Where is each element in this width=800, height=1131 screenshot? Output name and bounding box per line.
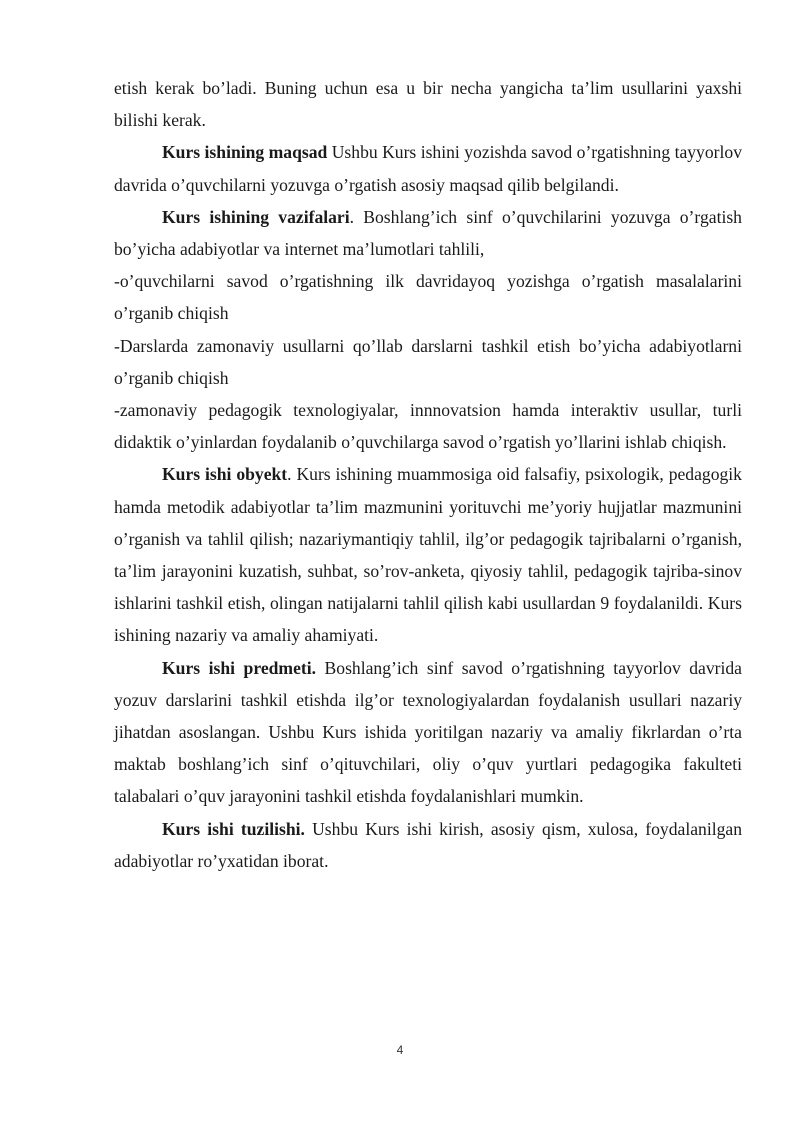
paragraph-tasks: [114, 201, 742, 265]
document-body: [114, 72, 742, 877]
list-item: [114, 265, 742, 329]
page-number: 4: [396, 1043, 404, 1057]
paragraph-text: -zamonaviy pedagogik texnologiyalar, innnovatsion hamda interaktiv usullar, turli didaktik o’yinlardan foydalanib o’quvchilarga savod o’rgatish yo’llarini ishlab chiqish.: [114, 400, 742, 453]
paragraph-heading: Kurs ishi obyekt: [162, 464, 288, 485]
paragraph-text: . Kurs ishining muammosiga oid falsafiy, psixologik, pedagogik hamda metodik adabiyotlar ta’lim mazmunini yorituvchi me’yoriy hujjatlar mazmunini o’rganish va tahlil qilish; nazariymantiqiy tahlil, ilg’or pedagogik tajribalarni o’rganish, ta’lim jarayonini kuzatish, suhbat, so’rov-anketa, qiyosiy tahlil, pedagogik tajriba-sinov ishlarini tashkil etish, olingan natijalarni tahlil qilish kabi usullardan 9 foydalanildi. Kurs ishining nazariy va amaliy ahamiyati.: [114, 464, 742, 646]
paragraph-heading: Kurs ishining vazifalari: [162, 206, 350, 227]
paragraph-text: -Darslarda zamonaviy usullarni qo’llab darslarni tashkil etish bo’yicha adabiyotlarni o’rganib chiqish: [114, 335, 742, 388]
paragraph-object: [114, 458, 742, 651]
paragraph-heading: Kurs ishi predmeti.: [162, 657, 317, 678]
list-item: [114, 330, 742, 394]
paragraph-text: Boshlang’ich sinf savod o’rgatishning tayyorlov davrida yozuv darslarini tashkil etishda ilg’or texnologiyalardan foydalanish usullari nazariy jihatdan asoslangan. Ushbu Kurs ishida yoritilgan nazariy va amaliy fikrlardan o’rta maktab boshlang’ich sinf o’qituvchilari, oliy o’quv yurtlari pedagogika fakulteti talabalari o’quv jarayonini tashkil etishda foydalanishlari mumkin.: [114, 657, 742, 807]
paragraph-heading: Kurs ishining maqsad: [162, 142, 328, 163]
paragraph-text: . Boshlang’ich sinf o’quvchilarini yozuvga o’rgatish bo’yicha adabiyotlar va internet ma’lumotlari tahlili,: [114, 206, 742, 260]
paragraph-continuation: [114, 72, 742, 136]
paragraph-goal: [114, 136, 742, 200]
paragraph-text: Ushbu Kurs ishini yozishda savod o’rgatishning tayyorlov davrida o’quvchilarni yozuvga o’rgatish asosiy maqsad qilib belgilandi.: [114, 142, 742, 195]
paragraph-heading: Kurs ishi tuzilishi.: [162, 818, 305, 839]
paragraph-subject: [114, 652, 742, 813]
paragraph-text: -o’quvchilarni savod o’rgatishning ilk davridayoq yozishga o’rgatish masalalarini o’rganib chiqish: [114, 271, 742, 324]
list-item: [114, 394, 742, 458]
paragraph-text: Ushbu Kurs ishi kirish, asosiy qism, xulosa, foydalanilgan adabiyotlar ro’yxatidan iborat.: [114, 818, 742, 871]
paragraph-text: etish kerak bo’ladi. Buning uchun esa u bir necha yangicha ta’lim usullarini yaxshi bilishi kerak.: [114, 78, 742, 131]
paragraph-structure: [114, 813, 742, 877]
